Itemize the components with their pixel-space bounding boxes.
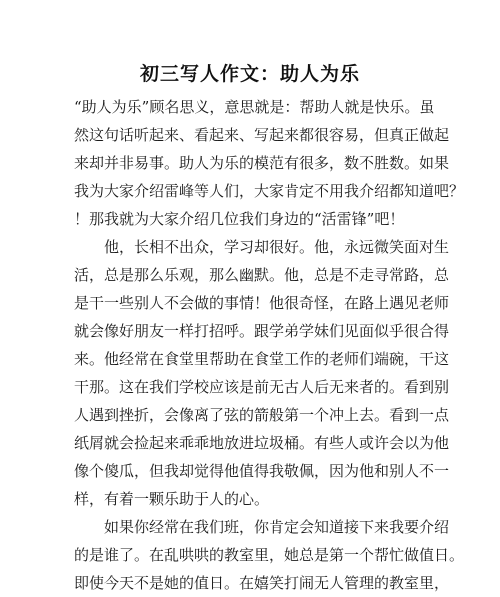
text-line: 来。他经常在食堂里帮助在食堂工作的老师们端碗，干这 bbox=[74, 350, 450, 368]
text-line: 的是谁了。在乱哄哄的教室里，她总是第一个帮忙做值日。 bbox=[74, 546, 465, 564]
text-line: 即使今天不是她的值日。在嬉笑打闹无人管理的教室里， bbox=[74, 574, 450, 592]
text-line: 我为大家介绍雷峰等人们，大家肯定不用我介绍都知道吧？ bbox=[74, 182, 465, 200]
text-line: 是干一些别人不会做的事情！他很奇怪，在路上遇见老师 bbox=[74, 294, 450, 312]
text-line: ！那我就为大家介绍几位我们身边的“活雷锋”吧！ bbox=[74, 210, 405, 228]
text-line: 来却并非易事。助人为乐的模范有很多，数不胜数。如果 bbox=[74, 154, 450, 172]
text-line: 活，总是那么乐观，那么幽默。他，总是不走寻常路，总 bbox=[74, 266, 450, 284]
text-line: 样，有着一颗乐助于人的心。 bbox=[74, 490, 270, 508]
text-line: “助人为乐”顾名思义，意思就是：帮助人就是快乐。虽 bbox=[74, 98, 435, 116]
text-line: 纸屑就会捡起来乖乖地放进垃圾桶。有些人或许会以为他 bbox=[74, 434, 450, 452]
text-line: 人遇到挫折，会像离了弦的箭般第一个冲上去。看到一点 bbox=[74, 406, 450, 424]
text-line: 如果你经常在我们班，你肯定会知道接下来我要介绍 bbox=[104, 518, 450, 536]
document-title: 初三写人作文：助人为乐 bbox=[139, 63, 360, 85]
text-line: 然这句话听起来、看起来、写起来都很容易，但真正做起 bbox=[74, 126, 450, 144]
text-line: 像个傻瓜，但我却觉得他值得我敬佩，因为他和别人不一 bbox=[74, 462, 450, 480]
text-line: 就会像好朋友一样打招呼。跟学弟学妹们见面似乎很合得 bbox=[74, 322, 450, 340]
text-line: 干那。这在我们学校应该是前无古人后无来者的。看到别 bbox=[74, 378, 450, 396]
text-line: 他，长相不出众，学习却很好。他，永远微笑面对生 bbox=[104, 238, 450, 256]
